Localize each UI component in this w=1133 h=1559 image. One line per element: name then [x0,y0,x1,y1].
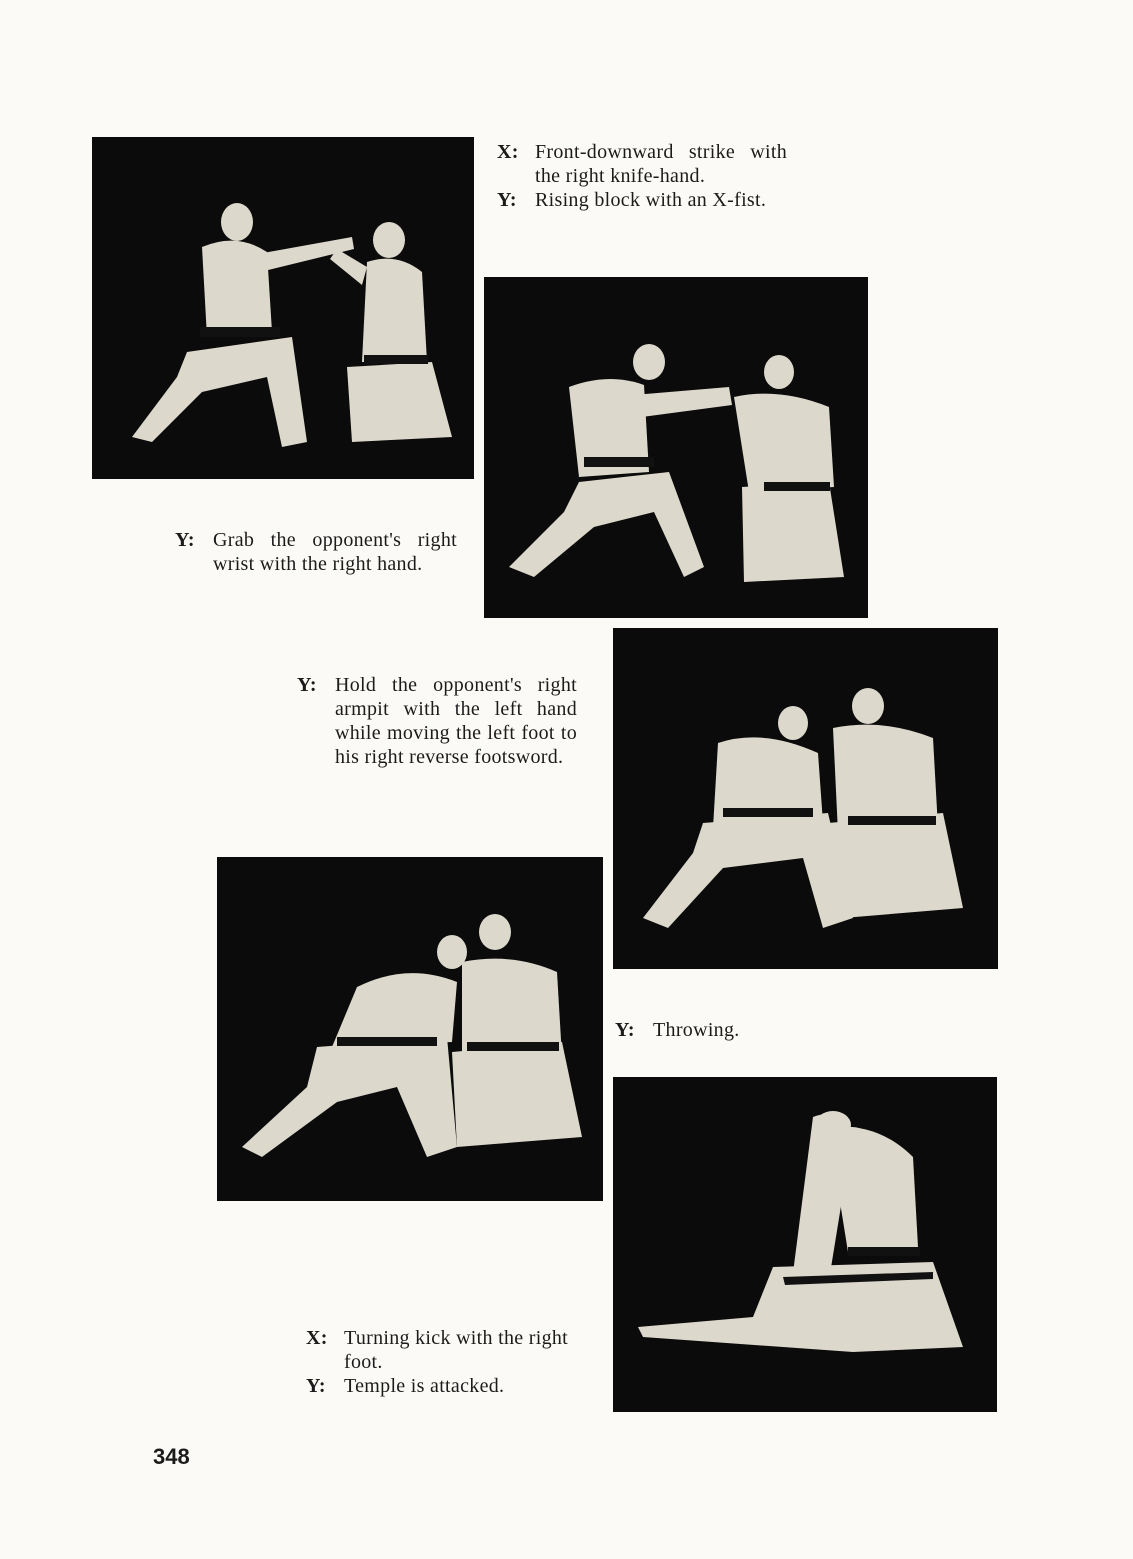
photo-5-figures [613,1077,997,1412]
photo-4-figures [217,857,603,1201]
caption-text: Grab the opponent's right wrist with the right hand. [213,529,457,575]
caption-text: Hold the opponent's right armpit with the left hand while moving the left foot to his right reverse footsword. [335,674,577,768]
photo-hold-armpit [613,628,998,969]
caption-line [306,1374,591,1398]
caption-line [297,673,577,769]
caption-text: Throwing. [653,1019,740,1041]
speaker-label: X: [497,141,519,163]
caption-turning-kick [306,1326,591,1398]
speaker-label: Y: [615,1019,635,1041]
photo-kneeling-strike-block [92,137,474,479]
caption-line [175,528,457,576]
photo-1-figures [92,137,474,479]
caption-line [497,140,787,188]
photo-2-figures [484,277,868,618]
caption-text: Turning kick with the right foot. [344,1327,569,1373]
caption-hold-armpit [297,673,577,769]
caption-line [306,1326,591,1374]
photo-turning-kick [613,1077,997,1412]
speaker-label: Y: [297,674,317,696]
speaker-label: X: [306,1327,328,1349]
caption-throwing [615,1018,815,1042]
photo-3-figures [613,628,998,969]
page-number: 348 [153,1444,190,1469]
caption-text: Rising block with an X-fist. [535,189,767,211]
caption-strike-and-block [497,140,787,212]
caption-text: Temple is attacked. [344,1375,505,1397]
caption-line [615,1018,815,1042]
speaker-label: Y: [306,1375,326,1397]
speaker-label: Y: [175,529,195,551]
caption-line [497,188,787,212]
photo-grab-wrist [484,277,868,618]
speaker-label: Y: [497,189,517,211]
caption-grab-wrist [175,528,457,576]
caption-text: Front-downward strike with the right knife-hand. [535,141,787,187]
photo-throwing [217,857,603,1201]
